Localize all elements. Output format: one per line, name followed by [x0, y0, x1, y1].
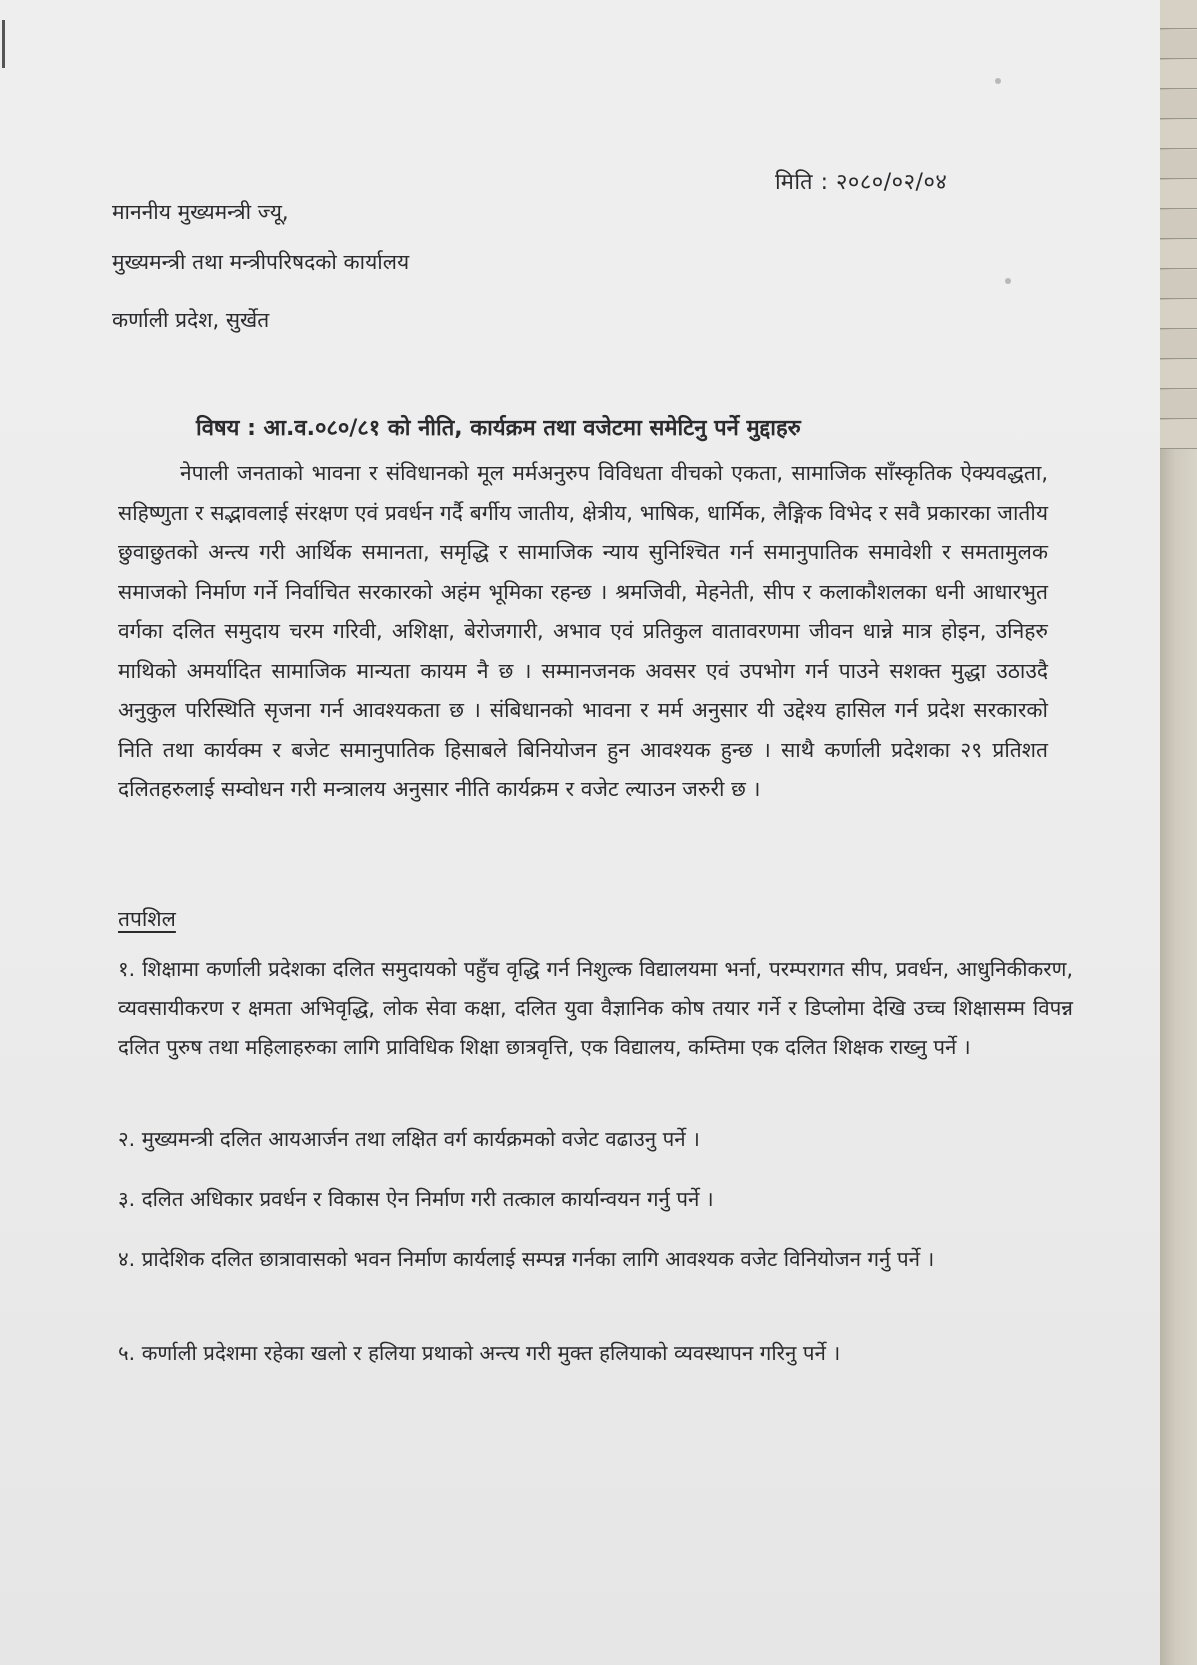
list-item: १. शिक्षामा कर्णाली प्रदेशका दलित समुदायको पहुँच वृद्धि गर्न निशुल्क विद्यालयमा भर्ना, परम्परागत सीप, प्रवर्धन, आधुनिकीकरण, व्यवसायीकरण र क्षमता अभिवृद्धि, लोक सेवा कक्षा, दलित युवा वैज्ञानिक कोष तयार गर्ने र डिप्लोमा देखि उच्च शिक्षासम्म विपन्न दलित पुरुष तथा महिलाहरुका लागि प्राविधिक शिक्षा छात्रवृत्ति, एक विद्यालय, कम्तिमा एक दलित शिक्षक राख्नु पर्ने ।	[118, 957, 1073, 1059]
paper-smudge	[1005, 278, 1011, 284]
list-item: ३. दलित अधिकार प्रवर्धन र विकास ऐन निर्माण गरी तत्काल कार्यान्वयन गर्नु पर्ने ।	[118, 1187, 714, 1211]
underlying-page-row	[1160, 300, 1197, 329]
list-item: २. मुख्यमन्त्री दलित आयआर्जन तथा लक्षित वर्ग कार्यक्रमको वजेट वढाउनु पर्ने ।	[118, 1127, 700, 1151]
underlying-page-edge	[1160, 0, 1197, 1665]
underlying-page-row	[1160, 210, 1197, 239]
underlying-page-row	[1160, 60, 1197, 89]
underlying-page-row	[1160, 240, 1197, 269]
paper-smudge	[995, 78, 1001, 84]
list-item: ४. प्रादेशिक दलित छात्रावासको भवन निर्माण कार्यलाई सम्पन्न गर्नका लागि आवश्यक वजेट विनियोजन गर्नु पर्ने ।	[118, 1247, 935, 1271]
underlying-page-row	[1160, 0, 1197, 29]
underlying-page-row	[1160, 390, 1197, 419]
underlying-page-row	[1160, 180, 1197, 209]
underlying-page-row	[1160, 150, 1197, 179]
underlying-page-row	[1160, 270, 1197, 299]
page-edge-mark	[2, 20, 5, 68]
list-item: ५. कर्णाली प्रदेशमा रहेका खलो र हलिया प्रथाको अन्त्य गरी मुक्त हलियाको व्यवस्थापन गरिनु पर्ने ।	[118, 1341, 841, 1365]
underlying-page-row	[1160, 90, 1197, 119]
underlying-page-row	[1160, 360, 1197, 389]
letter-date: मिति : २०८०/०२/०४	[775, 170, 948, 195]
letter-body-paragraph: नेपाली जनताको भावना र संविधानको मूल मर्मअनुरुप विविधता वीचको एकता, सामाजिक साँस्कृतिक ऐक्यवद्धता, सहिष्णुता र सद्भावलाई संरक्षण एवं प्रवर्धन गर्दै बर्गीय जातीय, क्षेत्रीय, भाषिक, धार्मिक, लैङ्गिक विभेद र सवै प्रकारका जातीय छुवाछुतको अन्त्य गरी आर्थिक समानता, समृद्धि र सामाजिक न्याय सुनिश्चित गर्न समानुपातिक समावेशी र समतामुलक समाजको निर्माण गर्ने निर्वाचित सरकारको अहंम भूमिका रहन्छ । श्रमजिवी, मेहनेती, सीप र कलाकौशलका धनी आधारभुत वर्गका दलित समुदाय चरम गरिवी, अशिक्षा, बेरोजगारी, अभाव एवं प्रतिकुल वातावरणमा जीवन धान्ने मात्र होइन, उनिहरु माथिको अमर्यादित सामाजिक मान्यता कायम नै छ । सम्मानजनक अवसर एवं उपभोग गर्न पाउने सशक्त मुद्धा उठाउदै अनुकुल परिस्थिति सृजना गर्न आवश्यकता छ । संबिधानको भावना र मर्म अनुसार यी उद्देश्य हासिल गर्न प्रदेश सरकारको निति तथा कार्यक्म र बजेट समानुपातिक हिसाबले बिनियोजन हुन आवश्यक हुन्छ । साथै कर्णाली प्रदेशका २९ प्रतिशत दलितहरुलाई सम्वोधन गरी मन्त्रालय अनुसार नीति कार्यक्रम र वजेट ल्याउन जरुरी छ ।	[118, 461, 1048, 801]
letter-subject: विषय : आ.व.०८०/८१ को नीति, कार्यक्रम तथा वजेटमा समेटिनु पर्ने मुद्दाहरु	[196, 416, 801, 441]
recipient-line-1: माननीय मुख्यमन्त्री ज्यू,	[112, 200, 289, 224]
recipient-line-2: मुख्यमन्त्री तथा मन्त्रीपरिषदको कार्यालय	[112, 250, 410, 274]
recipient-line-3: कर्णाली प्रदेश, सुर्खेत	[112, 308, 270, 332]
underlying-page-row	[1160, 420, 1197, 449]
section-heading: तपशिल	[118, 907, 176, 931]
underlying-page-row	[1160, 330, 1197, 359]
underlying-page-row	[1160, 30, 1197, 59]
underlying-page-row	[1160, 120, 1197, 149]
